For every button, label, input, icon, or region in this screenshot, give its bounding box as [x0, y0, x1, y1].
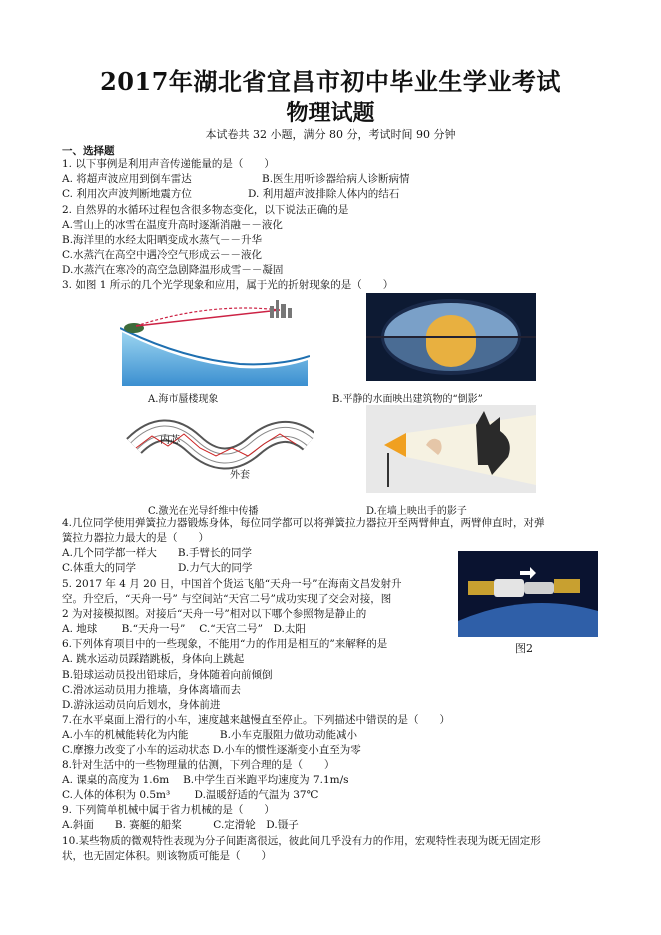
- q5-line1: 5. 2017 年 4 月 20 日，中国首个货运飞船“天舟一号”在海南文昌发射升: [62, 578, 402, 590]
- q10-line1: 10.某些物质的微观特性表现为分子间距离很远，彼此间几乎没有力的作用，宏观特性表现为既无固定形: [62, 835, 541, 847]
- q6-stem: 6.下列体育项目中的一些现象，不能用“力的作用是相互的”来解释的是: [62, 638, 388, 650]
- q5-line2: 空。升空后，“天舟一号” 与空间站“天宫二号”成功实现了交会对接，图: [62, 593, 392, 605]
- q8-stem: 8.针对生活中的一些物理量的估测，下列合理的是（ ）: [62, 759, 335, 771]
- q2-option-b: B.海洋里的水经太阳晒变成水蒸气－－升华: [62, 234, 263, 246]
- figure2-label: 图2: [515, 642, 533, 655]
- q6-option-d: D.游泳运动员向后划水，身体前进: [62, 699, 221, 711]
- q4-stem-line2: 簧拉力器拉力最大的是（ ）: [62, 532, 209, 544]
- shadow-figure: [366, 405, 536, 493]
- q7-stem: 7.在水平桌面上滑行的小车，速度越来越慢直至停止。下列描述中错误的是（ ）: [62, 714, 451, 726]
- q3-caption-b: B.平静的水面映出建筑物的“倒影”: [332, 394, 483, 405]
- tianzhou-body: [494, 579, 524, 597]
- q2-option-a: A.雪山上的冰雪在温度升高时逐渐消融－－液化: [62, 219, 283, 231]
- q7-options-ab: A.小车的机械能转化为内能 B.小车克服阻力做功动能减小: [62, 729, 357, 741]
- exam-title: 2017年湖北省宜昌市初中毕业生学业考试: [100, 67, 561, 96]
- q1-option-d: D. 利用超声波排除人体内的结石: [248, 188, 400, 200]
- q9-stem: 9. 下列简单机械中属于省力机械的是（ ）: [62, 804, 275, 816]
- reflection-figure: [366, 293, 536, 381]
- q10-line2: 状，也无固定体积。则该物质可能是（ ）: [62, 850, 272, 862]
- q4-stem-line1: 4.几位同学使用弹簧拉力器锻炼身体，每位同学都可以将弹簧拉力器拉开至两臂伸直，两臂伸直时，对弹: [62, 517, 545, 529]
- q1-option-a: A. 将超声波应用到倒车雷达: [62, 173, 192, 185]
- q3-stem: 3. 如图 1 所示的几个光学现象和应用，属于光的折射现象的是（ ）: [62, 279, 394, 291]
- q8-options-cd: C.人体的体积为 0.5m³ D.温暖舒适的气温为 37℃: [62, 789, 319, 801]
- q6-option-c: C.滑冰运动员用力推墙，身体离墙而去: [62, 684, 241, 696]
- q4-options-ab: A.几个同学都一样大 B.手臂长的同学: [62, 547, 252, 559]
- q6-option-b: B.铅球运动员投出铅球后，身体随着向前倾倒: [62, 669, 273, 681]
- q6-option-a: A. 跳水运动员踩踏跳板，身体向上跳起: [62, 653, 245, 665]
- fiber-figure: [124, 416, 314, 488]
- q1-option-c: C. 利用次声波判断地震方位: [62, 188, 192, 200]
- q7-options-cd: C.摩擦力改变了小车的运动状态 D.小车的惯性逐渐变小直至为零: [62, 744, 361, 756]
- q4-options-cd: C.体重大的同学 D.力气大的同学: [62, 562, 253, 574]
- q3-caption-d: D.在墙上映出手的影子: [366, 506, 467, 517]
- solar-panel-right: [554, 579, 580, 593]
- q3-caption-c: C.激光在光导纤维中传播: [148, 506, 259, 517]
- city-image: [270, 300, 292, 318]
- q2-option-c: C.水蒸汽在高空中遇冷空气形成云－－液化: [62, 249, 262, 261]
- mirage-figure: [120, 298, 310, 386]
- q2-stem: 2. 自然界的水循环过程包含很多物态变化，以下说法正确的是: [62, 204, 349, 216]
- sea-shape: [122, 332, 308, 386]
- center-glow: [426, 315, 476, 367]
- docking-figure: [458, 551, 598, 637]
- fiber-inner-label: 内芯: [160, 435, 180, 446]
- exam-subtitle: 物理试题: [286, 100, 375, 126]
- q9-options: A.斜面 B. 赛艇的船桨 C.定滑轮 D.镊子: [62, 819, 299, 831]
- exam-note: 本试卷共 32 小题，满分 80 分，考试时间 90 分钟: [205, 128, 456, 141]
- q3-caption-a: A.海市蜃楼现象: [148, 394, 219, 405]
- q5-line3: 2 为对接模拟图。对接后“天舟一号”相对以下哪个参照物是静止的: [62, 608, 367, 620]
- sight-line: [136, 310, 280, 326]
- q1-option-b: B.医生用听诊器给病人诊断病情: [262, 173, 410, 185]
- q2-option-d: D.水蒸汽在寒冷的高空急剧降温形成雪－－凝固: [62, 264, 284, 276]
- section-heading: 一、选择题: [62, 145, 115, 157]
- fiber-outer-label: 外套: [230, 470, 250, 481]
- q8-options-ab: A. 课桌的高度为 1.6m B.中学生百米跑平均速度为 7.1m/s: [62, 774, 349, 786]
- tiangong-body: [524, 582, 554, 594]
- q5-options: A. 地球 B.“天舟一号” C.“天宫二号” D.太阳: [62, 623, 306, 635]
- solar-panel-left: [468, 581, 494, 595]
- q1-stem: 1. 以下事例是利用声音传递能量的是（ ）: [62, 158, 275, 170]
